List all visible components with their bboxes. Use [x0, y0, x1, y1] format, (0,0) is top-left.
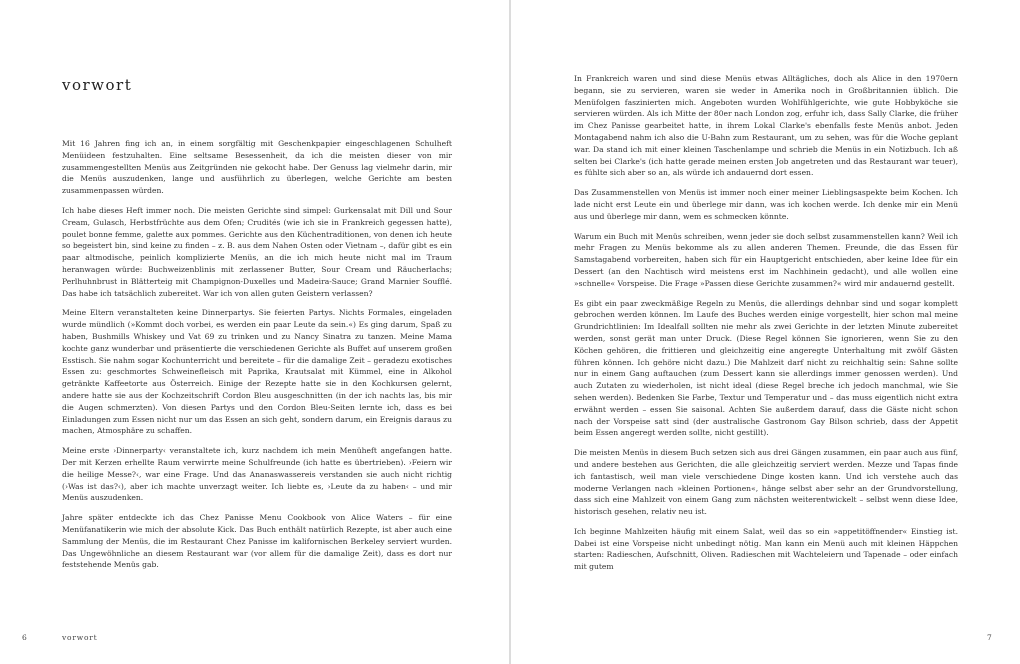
- paragraph: Warum ein Buch mit Menüs schreiben, wenn jeder sie doch selbst zusammenstellen kann? Weil ich mehr Fragen zu Menüs bekomme als zu allen anderen Themen. Freunde, die das Essen für Samstagabend vorbereiten, haben sich für ein Hauptgericht entschieden, aber keine Idee für ein Dessert (an den Nachtisch wird meistens erst im Nachhinein gedacht), und alle wollen eine »schnelle« Vorspeise. Die Frage »Passen diese Gerichte zusammen?« wird mir andauernd gestellt.: [574, 231, 958, 288]
- paragraph: In Frankreich waren und sind diese Menüs etwas Alltägliches, doch als Alice in den 1970ern begann, sie zu servieren, waren sie weder in Amerika noch in Großbritannien üblich. Die Menüfolgen faszinierten mich. Angeboten wurden Wohlfühlgerichte, wie gute Hobbyköche sie servieren würden. Als ich Mitte der 80er nach London zog, erfuhr ich, dass Sally Clarke, die früher im Chez Panisse gearbeitet hatte, in ihrem Lokal Clarke's ebenfalls feste Menüs anbot. Jeden Montagabend nahm ich also die U-Bahn zum Restaurant, um zu sehen, was für die Woche geplant war. Da stand ich mit einer kleinen Taschenlampe und schrieb die Menüs in ein Notizbuch. Ich aß selten bei Clarke's (ich hatte gerade meinen ersten Job angetreten und das Restaurant war teuer), es fühlte sich aber so an, als würde ich andauernd dort essen.: [574, 74, 958, 178]
- paragraph: Jahre später entdeckte ich das Chez Panisse Menu Cookbook von Alice Waters – für eine Menüfanatikerin wie mich der absolute Kick. Das Buch enthält natürlich Rezepte, ist aber auch eine Sammlung der Menüs, die im Restaurant Chez Panisse im kalifornischen Berkeley serviert wurden. Das Ungewöhnliche an diesem Restaurant war (vor allem für die damalige Zeit), dass es dort nur feststehende Menüs gab.: [62, 513, 452, 570]
- left-page: [0, 0, 509, 664]
- page-number-left: 6: [22, 633, 27, 642]
- left-text-column: [62, 138, 452, 579]
- page-number-right: 7: [987, 633, 992, 642]
- paragraph: Die meisten Menüs in diesem Buch setzen sich aus drei Gängen zusammen, ein paar auch aus fünf, und andere bestehen aus Gerichten, die alle gleichzeitig serviert werden. Mezze und Tapas finde ich fantastisch, weil man viele verschiedene Dinge kosten kann. Und ich verstehe auch das moderne Verlangen nach »kleinen Portionen«, hänge selbst aber sehr an der Grundvorstellung, dass sich eine Mahlzeit von einem Gang zum nächsten weiterentwickelt – selbst wenn diese Idee, historisch gesehen, relativ neu ist.: [574, 448, 958, 517]
- paragraph: Ich beginne Mahlzeiten häufig mit einem Salat, weil das so ein »appetitöffnender« Einstieg ist. Dabei ist eine Vorspeise nicht unbedingt nötig. Man kann ein Menü auch mit kleinen Häppchen starten: Radieschen, Aufschnitt, Oliven. Radieschen mit Wachteleiern und Tapenade – oder einfach mit gutem: [574, 526, 958, 572]
- right-text-column: [574, 73, 958, 581]
- paragraph: Mit 16 Jahren fing ich an, in einem sorgfältig mit Geschenkpapier eingeschlagenen Schulheft Menüideen festzuhalten. Eine seltsame Besessenheit, da ich die meisten dieser von mir zusammengestellten Menüs aus Zeitgründen nie gekocht habe. Der Genuss lag vielmehr darin, mir die Menüs auszudenken, lange und ausführlich zu überlegen, welche Gerichte am besten zusammenpassen würden.: [62, 139, 452, 196]
- paragraph: Meine erste ›Dinnerparty‹ veranstaltete ich, kurz nachdem ich mein Menüheft angefangen hatte. Der mit Kerzen erhellte Raum verwirrte meine Schulfreunde (ich hatte es übertrieben). ›Feiern wir die heilige Messe?‹, war eine Frage. Und das Ananaswassereis verstanden sie auch nicht richtig (›Was ist das?‹), aber ich machte unverzagt weiter. Ich liebte es, ›Leute da zu haben‹ – und mir Menüs auszudenken.: [62, 446, 452, 503]
- right-page: [511, 0, 1020, 664]
- chapter-title: vorwort: [62, 76, 133, 94]
- paragraph: Das Zusammenstellen von Menüs ist immer noch einer meiner Lieblingsaspekte beim Kochen. Ich lade nicht erst Leute ein und überlege mir dann, was ich kochen werde. Ich denke mir ein Menü aus und überlege mir dann, wem es schmecken könnte.: [574, 188, 958, 221]
- paragraph: Ich habe dieses Heft immer noch. Die meisten Gerichte sind simpel: Gurkensalat mit Dill und Sour Cream, Gulasch, Herbstfrüchte aus dem Ofen; Crudités (wie ich sie in Frankreich gegessen hatte), poulet bonne femme, galette aux pommes. Gerichte aus den Küchentraditionen, von denen ich heute so begeistert bin, sind keine zu finden – z. B. aus dem Nahen Osten oder Vietnam –, dafür gibt es ein paar altmodische, peinlich komplizierte Menüs, an die ich mich heute nicht mal im Traum heranwagen würde: Buchweizenblinis mit zerlassener Butter, Sour Cream und Räucherlachs; Perlhuhnbrust in Blätterteig mit Champignon-Duxelles und Madeira-Sauce; Grand Marnier Soufflé. Das habe ich tatsächlich zubereitet. War ich von allen guten Geistern verlassen?: [62, 205, 452, 298]
- running-head: vorwort: [62, 633, 98, 642]
- paragraph: Meine Eltern veranstalteten keine Dinnerpartys. Sie feierten Partys. Nichts Formales, eingeladen wurde mündlich (»Kommt doch vorbei, es werden ein paar Leute da sein.«) Es ging darum, Spaß zu haben, Bushmills Whiskey und Vat 69 zu trinken und zu Nancy Sinatra zu tanzen. Meine Mama kochte ganz wunderbar und präsentierte die verschiedenen Gerichte als Buffet auf unserem großen Esstisch. Sie nahm sogar Kochunterricht und bereitete – für die damalige Zeit – geradezu exotisches Essen zu: geschmortes Schweinefleisch mit Paprika, Krautsalat mit Kümmel, eine in Alkohol getränkte Kaffeetorte aus Österreich. Einige der Rezepte hatte sie in den Kochkursen gelernt, andere hatte sie aus der Kochzeitschrift Cordon Bleu ausgeschnitten (in der ich nachts las, bis mir die Augen schmerzten). Von diesen Partys und den Cordon Bleu-Seiten lernte ich, dass es bei Einladungen zum Essen nicht nur um das Essen an sich geht, sondern darum, ein Ereignis daraus zu machen, Atmosphäre zu schaffen.: [62, 308, 452, 436]
- paragraph: Es gibt ein paar zweckmäßige Regeln zu Menüs, die allerdings dehnbar sind und sogar komplett gebrochen werden können. Im Laufe des Buches werden einige vorgestellt, hier schon mal meine Grundrichtlinien: Im Idealfall sollten nie mehr als zwei Gerichte in der letzten Minute zubereitet werden, sonst gerät man unter Druck. (Diese Regel können Sie ignorieren, wenn Sie zu den Köchen gehören, die frittieren und gleichzeitig eine angeregte Unterhaltung mit zwölf Gästen führen können. Ich gehöre nicht dazu.) Die Mahlzeit darf nicht zu reichhaltig sein: Sahne sollte nur in einem Gang auftauchen (zum Dessert kann sie allerdings immer genossen werden). Und auch Zutaten zu wiederholen, ist nicht ideal (diese Regel breche ich jedoch manchmal, wie Sie sehen werden). Bedenken Sie Farbe, Textur und Temperatur und – das muss eigentlich nicht extra erwähnt werden – essen Sie saisonal. Achten Sie außerdem darauf, dass die Gäste nicht schon nach der Vorspeise satt sind (der australische Gastronom Gay Bilson schrieb, dass der Appetit beim Essen angeregt werden sollte, nicht gestillt).: [574, 298, 958, 438]
